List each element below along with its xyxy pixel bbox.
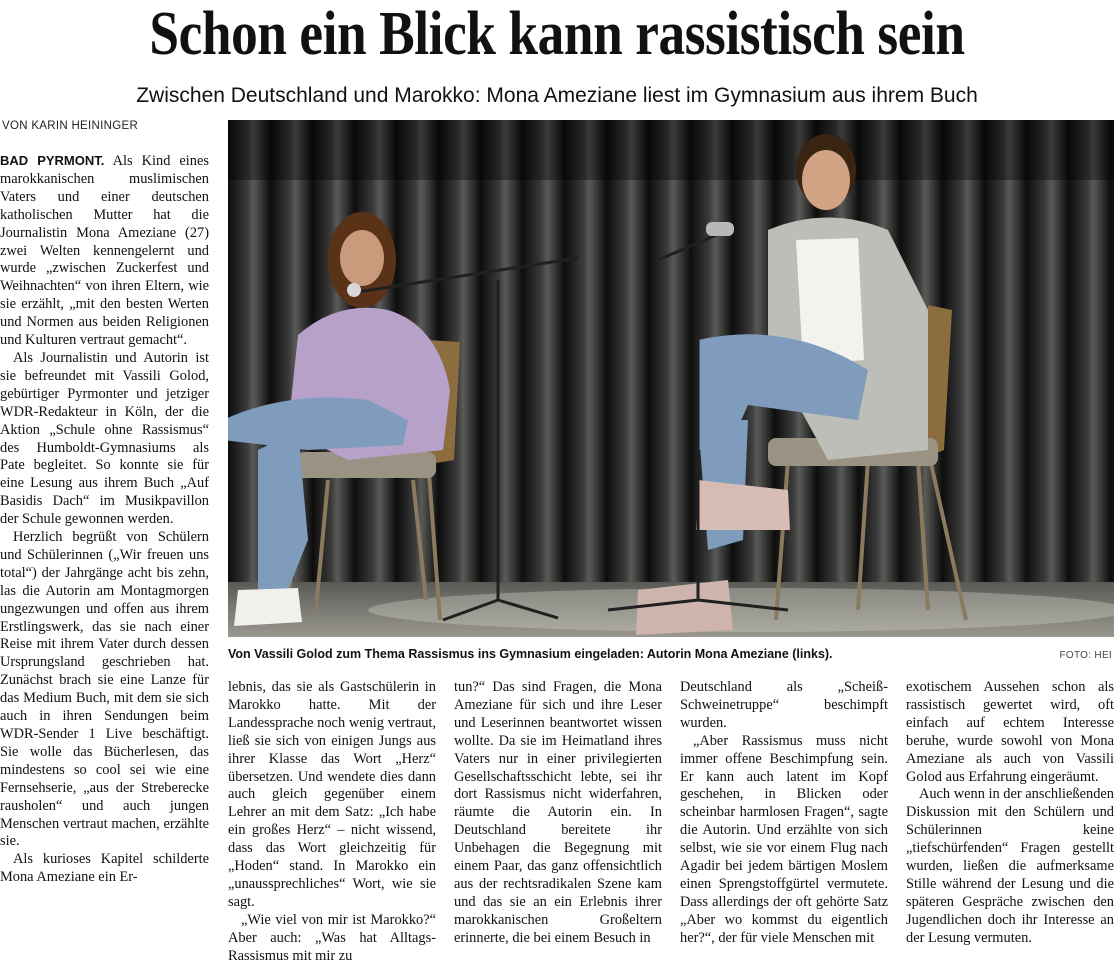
paragraph: Als Journalistin und Autorin ist sie befreundet mit Vassili Golod, gebürtiger Pyrmonter und jetziger WDR-Redakteur in Köln, der die Aktion „Schule ohne Rassismus“ des Humboldt-Gymnasiums als Pate begleitet. So konnte sie für eine Lesung aus ihrem Buch „Auf Basidis Dach“ im Musikpavillon der Schule gewonnen werden. xyxy=(0,349,209,528)
photo-caption: Von Vassili Golod zum Thema Rassismus ins Gymnasium eingeladen: Autorin Mona Ameziane (links). xyxy=(228,647,833,661)
byline: VON KARIN HEININGER xyxy=(2,120,139,132)
dateline: BAD PYRMONT. xyxy=(0,153,105,168)
paragraph-text: Als Kind eines marokkanischen muslimischen Vaters und einer deutschen katholischen Mutter hat die Journalistin Mona Ameziane (27) zwei Welten kennengelernt und wurde „zwischen Zuckerfest und Weihnachten“ von ihren Eltern, wie sie erzählt, „mit den besten Werten und Normen aus beiden Religionen und Kulturen vertraut gemacht“. xyxy=(0,153,209,349)
stage-photo xyxy=(228,120,1114,637)
article-column-4 xyxy=(680,679,888,969)
paragraph: Herzlich begrüßt von Schülern und Schülerinnen („Wir freuen uns total“) der Jahrgänge acht bis zehn, las die Autorin am Montagmorgen ungezwungen und offen aus ihrem Erstlingswerk, das sie nach einer Reise mit ihrem Vater durch dessen Ursprungsland geschrieben hat. Zunächst brach sie eine Lanze für das Medium Buch, mit dem sie sich auch in ihren Sendungen beim WDR-Sender 1 Live beschäftigt. Sie wolle das Bücherlesen, das mindestens so cool sei wie eine Fernsehserie, „aus der Streberecke rausholen“ und auch jungen Menschen vertraut machen, erzählte sie. xyxy=(0,529,209,850)
paragraph: tun?“ Das sind Fragen, die Mona Ameziane für sich und ihre Leser und Leserinnen beantwortet wissen wollte. Da sie im Heimatland ihres Vaters nur in einer privilegierten Gesellschaftsschicht lebte, sei ihr dort Rassismus nicht widerfahren, räumte die Autorin ein. In Deutschland bereitete ihr Unbehagen die Begegnung mit einem Paar, das ganz offensichtlich aus der rechtsradikalen Szene kam und das sie an ein Erlebnis ihrer marokkanischen Großeltern erinnerte, die bei einem Besuch in xyxy=(454,679,662,946)
paragraph xyxy=(0,152,209,350)
paragraph: „Aber Rassismus muss nicht immer offene Beschimpfung sein. Er kann auch latent im Kopf geschehen, in Blicken oder scheinbar harmlosen Fragen“, sagte die Autorin. Und erzählte von sich selbst, wie sie vor einem Flug nach Agadir bei jedem bärtigen Moslem einen Sprengstoffgürtel vermutete. Dass allerdings der oft gehörte Satz „Aber wo kommst du eigentlich her?“, der für viele Menschen mit xyxy=(680,732,888,946)
paragraph: Deutschland als „Scheiß-Schweinetruppe“ beschimpft wurden. xyxy=(680,679,888,731)
article-column-1 xyxy=(0,152,209,967)
paragraph: Als kurioses Kapitel schilderte Mona Ameziane ein Er- xyxy=(0,851,209,886)
paragraph: exotischem Aussehen schon als rassistisch gewertet wird, oft einfach auf echtem Interesse beruhe, wurde sowohl von Mona Ameziane als auch von Vassili Golod aus Erfahrung eingeräumt. xyxy=(906,679,1114,785)
paragraph: „Wie viel von mir ist Marokko?“ Aber auch: „Was hat Alltags-Rassismus mit mir zu xyxy=(228,911,436,964)
paragraph: Auch wenn in der anschließenden Diskussion mit den Schülern und Schülerinnen keine „tiefschürfenden“ Fragen gestellt wurden, ließen die aufmerksame Stille während der Lesung und die späteren Gespräche zwischen den Jugendlichen doch ihr Interesse an der Lesung vermuten. xyxy=(906,786,1114,946)
photo-credit: FOTO: HEI xyxy=(1059,650,1112,661)
stage-reading-illustration xyxy=(228,120,1114,637)
article-column-2 xyxy=(228,679,436,969)
subheadline: Zwischen Deutschland und Marokko: Mona Ameziane liest im Gymnasium aus ihrem Buch xyxy=(136,84,978,107)
article-column-5 xyxy=(906,679,1114,969)
headline: Schon ein Blick kann rassistisch sein xyxy=(149,0,965,68)
article-column-3 xyxy=(454,679,662,969)
paragraph: lebnis, das sie als Gastschülerin in Marokko hatte. Mit der Landessprache noch wenig vertraut, ließ sie sich von einigen Jungs aus ihrer Klasse das Wort „Herz“ übersetzen. Und wendete dies dann auch gleich gegenüber einem Lehrer an mit dem Satz: „Ich habe ein großes Herz“ – nicht wissend, dass das Wort gleichzeitig für „Hoden“ stand. In Marokko ein „unaussprechliches“ Wort, wie sie sagt. xyxy=(228,679,436,910)
